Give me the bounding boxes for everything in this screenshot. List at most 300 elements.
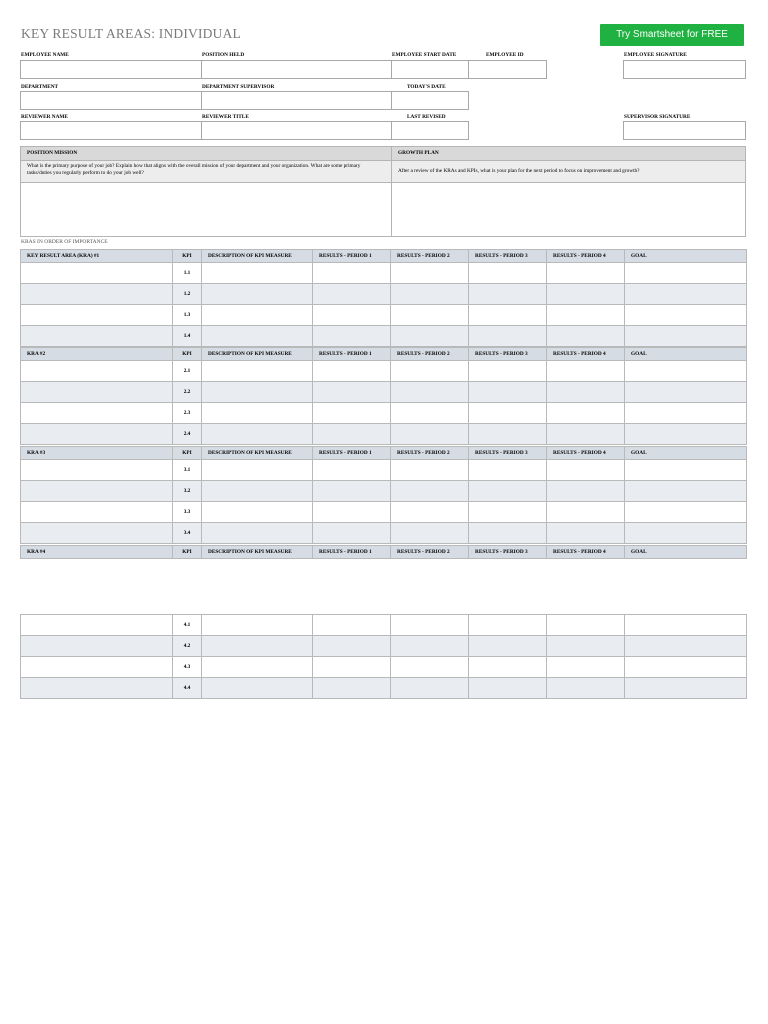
table-cell [469,460,547,481]
employee-start-date-field-box [391,60,469,79]
kra-name-input[interactable] [21,425,172,445]
kpi-value-input[interactable] [391,679,468,699]
table-cell [391,481,469,502]
kpi-value-input[interactable] [313,264,390,284]
column-header-description: DESCRIPTION OF KPI MEASURE [202,447,313,460]
table-cell [21,284,173,305]
table-cell [625,481,747,502]
table-row [21,481,747,502]
kpi-value-input[interactable] [391,306,468,326]
position-held-field-box [201,60,392,79]
table-row [21,326,747,347]
kpi-value-input[interactable] [313,482,390,502]
kra-header-row [21,447,747,460]
kpi-value-input[interactable] [547,425,624,445]
table-cell [625,263,747,284]
table-cell [625,382,747,403]
table-cell [313,636,391,657]
kpi-value-input[interactable] [547,306,624,326]
kra-header-row [21,348,747,361]
column-header-goal: GOAL [625,546,747,559]
kpi-value-input[interactable] [202,658,312,678]
kpi-value-input[interactable] [313,425,390,445]
table-cell [625,361,747,382]
kpi-value-input[interactable] [625,383,746,403]
table-cell [202,523,313,544]
table-cell [469,615,547,636]
kpi-value-input[interactable] [547,404,624,424]
table-cell [547,657,625,678]
table-cell [547,636,625,657]
kpi-value-input[interactable] [202,616,312,636]
table-cell [202,305,313,326]
table-cell [202,678,313,699]
kpi-value-input[interactable] [625,264,746,284]
column-header-p3: RESULTS - PERIOD 3 [469,348,547,361]
kpi-value-input[interactable] [391,264,468,284]
table-cell [391,284,469,305]
kpi-value-input[interactable] [547,482,624,502]
kra-header-label: KRA #2 [21,348,173,361]
reviewer-title-label: REVIEWER TITLE [202,114,249,120]
table-cell [391,326,469,347]
table-row [21,615,747,636]
table-cell [202,615,313,636]
kpi-value-input[interactable] [391,285,468,305]
table-cell [21,382,173,403]
table-cell [625,657,747,678]
kpi-value-input[interactable] [391,524,468,544]
position-held-field[interactable] [202,64,391,81]
growth-plan-area [392,182,745,236]
kpi-value-input[interactable] [202,461,312,481]
table-cell [469,403,547,424]
column-header-p3: RESULTS - PERIOD 3 [469,546,547,559]
section-divider [21,182,745,183]
kpi-value-input[interactable] [469,264,546,284]
kra-name-input[interactable] [21,327,172,347]
kpi-value-input[interactable] [391,637,468,657]
table-row [21,403,747,424]
kpi-value-input[interactable] [547,616,624,636]
kpi-value-input[interactable] [202,503,312,523]
todays-date-field[interactable] [392,95,468,112]
kpi-value-input[interactable] [391,658,468,678]
kpi-value-input[interactable] [469,285,546,305]
kpi-value-input[interactable] [547,461,624,481]
kpi-value-input[interactable] [313,503,390,523]
table-cell [547,284,625,305]
kpi-value-input[interactable] [625,658,746,678]
column-header-p4: RESULTS - PERIOD 4 [547,348,625,361]
table-cell [202,263,313,284]
table-cell [625,615,747,636]
department-supervisor-field-box [201,91,392,110]
table-cell [202,502,313,523]
kpi-number: 2.3 [173,403,202,424]
column-header-p4: RESULTS - PERIOD 4 [547,546,625,559]
kpi-number: 3.4 [173,523,202,544]
table-cell [313,657,391,678]
table-cell [313,481,391,502]
column-header-kpi: KPI [173,250,202,263]
kra-table-4 [20,545,747,559]
kpi-value-input[interactable] [625,461,746,481]
kra-name-input[interactable] [21,524,172,544]
growth-plan-header: GROWTH PLAN [392,147,745,160]
kpi-number: 2.1 [173,361,202,382]
kpi-value-input[interactable] [391,616,468,636]
kpi-value-input[interactable] [469,637,546,657]
table-cell [313,460,391,481]
column-header-p1: RESULTS - PERIOD 1 [313,546,391,559]
table-cell [21,502,173,523]
table-cell [625,424,747,445]
kra-name-input[interactable] [21,362,172,382]
table-cell [391,424,469,445]
reviewer-title-field[interactable] [202,125,391,142]
kpi-value-input[interactable] [469,362,546,382]
kra-name-input[interactable] [21,461,172,481]
kra-name-input[interactable] [21,285,172,305]
table-cell [469,361,547,382]
kpi-value-input[interactable] [469,482,546,502]
kpi-number: 1.2 [173,284,202,305]
position-mission-area [21,182,391,236]
kpi-value-input[interactable] [313,679,390,699]
table-cell [391,382,469,403]
kpi-value-input[interactable] [313,461,390,481]
column-header-p2: RESULTS - PERIOD 2 [391,348,469,361]
table-cell [313,382,391,403]
kpi-value-input[interactable] [313,285,390,305]
table-cell [469,657,547,678]
table-row [21,523,747,544]
department-field-box [20,91,202,110]
table-cell [313,263,391,284]
kpi-value-input[interactable] [202,285,312,305]
column-header-kpi: KPI [173,447,202,460]
table-cell [547,361,625,382]
kpi-number: 3.2 [173,481,202,502]
table-cell [21,263,173,284]
table-cell [313,403,391,424]
table-cell [469,284,547,305]
kpi-value-input[interactable] [469,383,546,403]
table-cell [21,326,173,347]
position-mission-prompt: What is the primary purpose of your job? Explain how that aligns with the overall mission of your department and your organization. What are some primary tasks/duties you regularly perform to do your job well? [21,160,391,182]
kpi-value-input[interactable] [625,503,746,523]
kpi-value-input[interactable] [469,425,546,445]
table-cell [625,523,747,544]
column-header-p3: RESULTS - PERIOD 3 [469,447,547,460]
kpi-value-input[interactable] [313,616,390,636]
kpi-value-input[interactable] [202,264,312,284]
kpi-value-input[interactable] [202,327,312,347]
table-row [21,263,747,284]
kpi-number: 4.4 [173,678,202,699]
table-cell [625,284,747,305]
employee-name-field[interactable] [21,64,201,81]
kpi-value-input[interactable] [313,404,390,424]
column-header-description: DESCRIPTION OF KPI MEASURE [202,348,313,361]
last-revised-label: LAST REVISED [407,114,446,120]
table-cell [21,636,173,657]
kpi-value-input[interactable] [547,383,624,403]
kpi-number: 4.2 [173,636,202,657]
table-row [21,424,747,445]
table-cell [391,403,469,424]
kpi-value-input[interactable] [202,306,312,326]
table-cell [202,284,313,305]
kpi-value-input[interactable] [313,524,390,544]
table-cell [21,615,173,636]
kpi-number: 1.3 [173,305,202,326]
kra-name-input[interactable] [21,404,172,424]
kpi-value-input[interactable] [625,362,746,382]
kpi-value-input[interactable] [469,461,546,481]
kpi-value-input[interactable] [391,503,468,523]
kpi-value-input[interactable] [391,425,468,445]
table-cell [469,326,547,347]
table-cell [469,636,547,657]
kpi-value-input[interactable] [625,285,746,305]
mission-growth-section [20,146,746,237]
kpi-value-input[interactable] [202,482,312,502]
table-cell [391,502,469,523]
table-row [21,284,747,305]
kra-header-row [21,250,747,263]
kra-name-input[interactable] [21,482,172,502]
employee-start-date-field[interactable] [392,64,468,81]
kpi-value-input[interactable] [625,637,746,657]
table-row [21,678,747,699]
kpi-value-input[interactable] [313,362,390,382]
kpi-value-input[interactable] [469,658,546,678]
employee-name-field-box [20,60,202,79]
column-header-description: DESCRIPTION OF KPI MEASURE [202,250,313,263]
supervisor-signature-label: SUPERVISOR SIGNATURE [624,114,691,120]
table-cell [469,523,547,544]
table-cell [21,523,173,544]
kpi-value-input[interactable] [391,327,468,347]
table-cell [547,615,625,636]
kpi-value-input[interactable] [625,404,746,424]
kpi-value-input[interactable] [202,524,312,544]
table-cell [202,361,313,382]
table-cell [547,382,625,403]
kra-header-label: KRA #3 [21,447,173,460]
kpi-number: 4.1 [173,615,202,636]
column-header-p2: RESULTS - PERIOD 2 [391,447,469,460]
supervisor-signature-field[interactable] [624,125,745,142]
kpi-value-input[interactable] [625,327,746,347]
kra-name-input[interactable] [21,383,172,403]
kpi-value-input[interactable] [202,425,312,445]
table-cell [313,305,391,326]
kpi-value-input[interactable] [202,404,312,424]
table-cell [469,424,547,445]
table-cell [202,326,313,347]
department-supervisor-field[interactable] [202,95,391,112]
kras-order-title: KRAS IN ORDER OF IMPORTANCE [21,239,108,245]
kra-name-input[interactable] [21,306,172,326]
table-cell [469,382,547,403]
kpi-value-input[interactable] [625,679,746,699]
table-cell [21,361,173,382]
kpi-value-input[interactable] [547,327,624,347]
kra-name-input[interactable] [21,679,172,699]
kpi-value-input[interactable] [313,658,390,678]
position-mission-input[interactable] [21,182,391,236]
kpi-value-input[interactable] [547,285,624,305]
kpi-value-input[interactable] [313,383,390,403]
employee-signature-field[interactable] [624,64,745,81]
kpi-value-input[interactable] [625,616,746,636]
kpi-value-input[interactable] [391,362,468,382]
table-cell [625,678,747,699]
table-cell [313,361,391,382]
kra-header-label: KEY RESULT AREA (KRA) #1 [21,250,173,263]
table-cell [313,326,391,347]
table-cell [313,424,391,445]
kpi-value-input[interactable] [547,658,624,678]
kpi-value-input[interactable] [625,482,746,502]
table-cell [21,657,173,678]
kpi-value-input[interactable] [469,404,546,424]
table-cell [202,460,313,481]
employee-id-field[interactable] [469,64,546,81]
kra-table-4-rows [20,614,747,699]
kpi-value-input[interactable] [202,637,312,657]
column-header-p1: RESULTS - PERIOD 1 [313,447,391,460]
kpi-value-input[interactable] [202,362,312,382]
kpi-value-input[interactable] [625,306,746,326]
table-cell [547,481,625,502]
department-field[interactable] [21,95,201,112]
table-cell [391,657,469,678]
kpi-value-input[interactable] [547,679,624,699]
table-cell [21,424,173,445]
table-cell [202,424,313,445]
kpi-value-input[interactable] [469,306,546,326]
table-cell [547,678,625,699]
kpi-value-input[interactable] [469,616,546,636]
growth-plan-input[interactable] [392,182,745,236]
table-cell [625,305,747,326]
kpi-value-input[interactable] [469,327,546,347]
employee-start-date-label: EMPLOYEE START DATE [392,52,457,58]
kpi-value-input[interactable] [547,524,624,544]
table-cell [469,481,547,502]
reviewer-name-field[interactable] [21,125,201,142]
kpi-number: 4.3 [173,657,202,678]
reviewer-name-label: REVIEWER NAME [21,114,68,120]
kpi-value-input[interactable] [625,425,746,445]
kra-name-input[interactable] [21,616,172,636]
column-header-p1: RESULTS - PERIOD 1 [313,348,391,361]
table-cell [391,361,469,382]
employee-id-label: EMPLOYEE ID [486,52,524,58]
table-cell [313,678,391,699]
column-header-goal: GOAL [625,250,747,263]
column-header-p4: RESULTS - PERIOD 4 [547,447,625,460]
last-revised-field[interactable] [392,125,468,142]
kpi-value-input[interactable] [625,524,746,544]
table-cell [391,305,469,326]
kpi-value-input[interactable] [391,404,468,424]
kpi-value-input[interactable] [547,503,624,523]
kra-name-input[interactable] [21,658,172,678]
form-title: KEY RESULT AREAS: INDIVIDUAL [21,26,241,41]
kpi-value-input[interactable] [469,503,546,523]
kra-table-2 [20,347,747,445]
position-held-label: POSITION HELD [202,52,245,58]
kpi-value-input[interactable] [313,306,390,326]
supervisor-signature-field-box [623,121,746,140]
kpi-value-input[interactable] [202,679,312,699]
kra-name-input[interactable] [21,637,172,657]
reviewer-title-field-box [201,121,392,140]
kpi-value-input[interactable] [391,482,468,502]
employee-id-field-box [468,60,547,79]
kpi-value-input[interactable] [313,637,390,657]
table-cell [21,678,173,699]
kpi-number: 2.2 [173,382,202,403]
kpi-value-input[interactable] [202,383,312,403]
table-cell [313,502,391,523]
table-cell [625,502,747,523]
column-header-p4: RESULTS - PERIOD 4 [547,250,625,263]
table-cell [625,326,747,347]
employee-signature-field-box [623,60,746,79]
section-divider [21,160,745,161]
table-cell [202,481,313,502]
table-row [21,636,747,657]
kpi-value-input[interactable] [469,679,546,699]
kpi-number: 1.1 [173,263,202,284]
kpi-value-input[interactable] [547,264,624,284]
todays-date-field-box [391,91,469,110]
try-smartsheet-button[interactable]: Try Smartsheet for FREE [600,24,744,46]
department-supervisor-label: DEPARTMENT SUPERVISOR [202,84,275,90]
table-cell [547,460,625,481]
kra-name-input[interactable] [21,264,172,284]
kra-header-row [21,546,747,559]
table-cell [625,636,747,657]
column-header-description: DESCRIPTION OF KPI MEASURE [202,546,313,559]
table-cell [469,263,547,284]
kpi-value-input[interactable] [391,461,468,481]
kpi-value-input[interactable] [547,362,624,382]
table-cell [202,382,313,403]
table-cell [547,263,625,284]
kpi-value-input[interactable] [469,524,546,544]
kpi-number: 3.1 [173,460,202,481]
table-cell [469,305,547,326]
table-cell [625,403,747,424]
column-header-kpi: KPI [173,546,202,559]
table-cell [21,403,173,424]
table-cell [469,678,547,699]
kra-name-input[interactable] [21,503,172,523]
position-mission-header: POSITION MISSION [21,147,391,160]
table-row [21,657,747,678]
kpi-value-input[interactable] [391,383,468,403]
kpi-value-input[interactable] [313,327,390,347]
kpi-value-input[interactable] [547,637,624,657]
column-header-p2: RESULTS - PERIOD 2 [391,250,469,263]
